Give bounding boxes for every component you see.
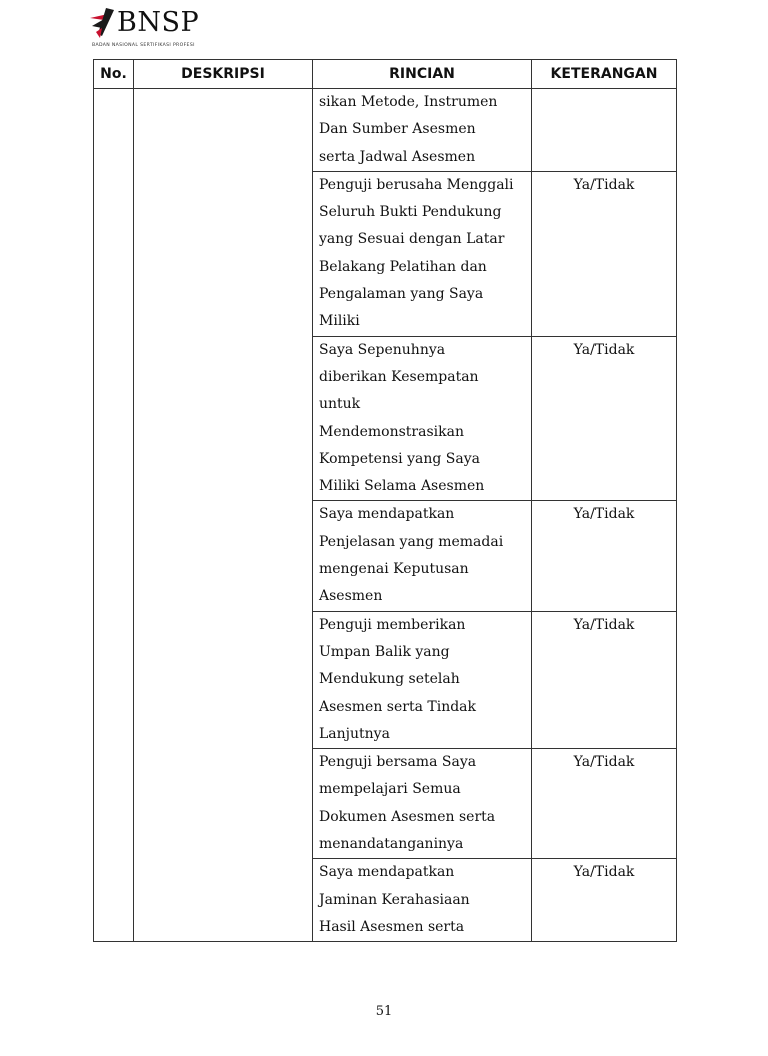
logo-text: BNSP (117, 7, 200, 38)
column-header-keterangan: KETERANGAN (532, 60, 677, 89)
rincian-cell: sikan Metode, Instrumen Dan Sumber Asesmen serta Jadwal Asesmen (313, 89, 532, 172)
bnsp-logo (88, 6, 218, 52)
keterangan-cell: Ya/Tidak (532, 171, 677, 336)
rincian-cell: Penguji memberikan Umpan Balik yang Mendukung setelah Asesmen serta Tindak Lanjutnya (313, 611, 532, 748)
keterangan-cell (532, 89, 677, 172)
column-header-rincian: RINCIAN (313, 60, 532, 89)
keterangan-cell: Ya/Tidak (532, 336, 677, 501)
keterangan-cell: Ya/Tidak (532, 611, 677, 748)
table-header-row (94, 60, 677, 89)
rincian-cell: Saya Sepenuhnya diberikan Kesempatan untuk Mendemonstrasikan Kompetensi yang Saya Miliki Selama Asesmen (313, 336, 532, 501)
rincian-cell: Saya mendapatkan Jaminan Kerahasiaan Hasil Asesmen serta (313, 859, 532, 942)
rincian-cell: Saya mendapatkan Penjelasan yang memadai mengenai Keputusan Asesmen (313, 501, 532, 611)
keterangan-cell: Ya/Tidak (532, 749, 677, 859)
logo-subtitle: BADAN NASIONAL SERTIFIKASI PROFESI (92, 43, 195, 48)
keterangan-cell: Ya/Tidak (532, 859, 677, 942)
table-row (94, 89, 677, 172)
rincian-cell: Penguji berusaha Menggali Seluruh Bukti Pendukung yang Sesuai dengan Latar Belakang Pelatihan dan Pengalaman yang Saya Miliki (313, 171, 532, 336)
column-header-no: No. (94, 60, 134, 89)
keterangan-cell: Ya/Tidak (532, 501, 677, 611)
column-header-deskripsi: DESKRIPSI (134, 60, 313, 89)
deskripsi-cell (134, 89, 313, 942)
page-number: 51 (375, 1004, 393, 1019)
rincian-cell: Penguji bersama Saya mempelajari Semua Dokumen Asesmen serta menandatanganinya (313, 749, 532, 859)
assessment-table (93, 59, 677, 942)
no-cell (94, 89, 134, 942)
